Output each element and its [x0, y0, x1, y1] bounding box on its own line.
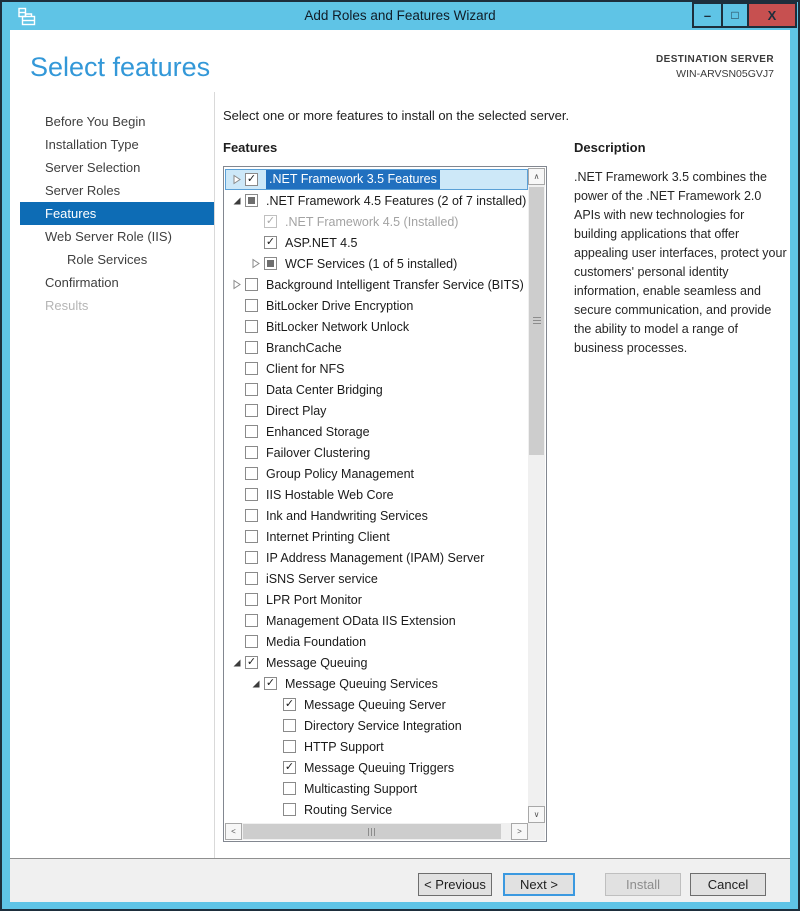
wizard-step-nav [10, 110, 214, 317]
tree-item[interactable] [225, 526, 528, 547]
tree-item-label: Data Center Bridging [266, 382, 383, 397]
sidebar-item-label: Confirmation [45, 275, 119, 290]
checkbox[interactable] [245, 362, 258, 375]
sidebar-divider [214, 92, 215, 858]
sidebar-item-confirmation[interactable] [20, 271, 214, 294]
tree-item[interactable] [225, 715, 528, 736]
tree-item[interactable] [225, 232, 528, 253]
checkbox[interactable] [245, 509, 258, 522]
expand-icon[interactable] [229, 174, 245, 185]
close-button[interactable] [747, 2, 797, 28]
tree-item-label: Media Foundation [266, 634, 367, 649]
checkbox[interactable] [283, 719, 296, 732]
tree-item[interactable] [225, 379, 528, 400]
sidebar-item-web-server-role-iis-[interactable] [20, 225, 214, 248]
tree-item-label: Internet Printing Client [266, 529, 390, 544]
checkbox[interactable]: ✓ [284, 698, 295, 710]
window-title: Add Roles and Features Wizard [304, 8, 496, 23]
tree-item[interactable] [225, 358, 528, 379]
tree-item[interactable] [225, 295, 528, 316]
scrollbar-corner [528, 823, 545, 840]
cancel-button[interactable]: Cancel [690, 873, 766, 896]
destination-server-name: WIN-ARVSN05GVJ7 [676, 68, 774, 80]
checkbox[interactable] [245, 488, 258, 501]
checkbox[interactable] [245, 530, 258, 543]
chevron-up-icon: ∧ [533, 171, 540, 181]
scroll-up-button[interactable] [528, 168, 545, 185]
scroll-right-button[interactable] [511, 823, 528, 840]
sidebar-item-label: Server Selection [45, 160, 141, 175]
checkbox[interactable] [245, 278, 258, 291]
tree-item-label: .NET Framework 3.5 Features [266, 170, 440, 189]
tree-item-label: ASP.NET 4.5 [285, 235, 358, 250]
checkbox[interactable] [245, 593, 258, 606]
titlebar [2, 2, 798, 30]
checkbox[interactable] [245, 635, 258, 648]
sidebar-item-results[interactable] [20, 294, 214, 317]
tree-item-label: Directory Service Integration [304, 718, 462, 733]
expand-icon[interactable] [248, 258, 264, 269]
tree-item[interactable] [225, 757, 528, 778]
close-icon: X [767, 7, 777, 23]
sidebar-item-label: Server Roles [45, 183, 121, 198]
chevron-right-icon: > [517, 826, 522, 836]
checkbox[interactable]: ✓ [246, 656, 257, 668]
checkbox[interactable] [245, 572, 258, 585]
checkbox[interactable]: ✓ [265, 677, 276, 689]
tree-item-label: LPR Port Monitor [266, 592, 362, 607]
tree-item[interactable] [225, 484, 528, 505]
tree-item[interactable] [225, 589, 528, 610]
checkbox[interactable]: ✓ [265, 215, 276, 227]
tree-item-label: IP Address Management (IPAM) Server [266, 550, 485, 565]
minimize-button[interactable] [692, 2, 723, 28]
horizontal-scrollbar[interactable] [225, 823, 528, 840]
tree-item[interactable] [225, 316, 528, 337]
sidebar-item-label: Features [45, 206, 97, 221]
sidebar-item-role-services[interactable] [20, 248, 214, 271]
checkbox[interactable] [245, 341, 258, 354]
chevron-down-icon: ∨ [533, 809, 540, 819]
tree-item-label: Message Queuing Triggers [304, 760, 455, 775]
checkbox[interactable] [283, 803, 296, 816]
destination-server-label: DESTINATION SERVER [656, 54, 774, 65]
minimize-icon: – [703, 7, 712, 23]
tree-item-label: Ink and Handwriting Services [266, 508, 428, 523]
checkbox[interactable] [245, 299, 258, 312]
description-heading: Description [574, 140, 646, 155]
tree-item[interactable] [225, 211, 528, 232]
tree-item-label: Client for NFS [266, 361, 345, 376]
checkbox[interactable]: ✓ [284, 761, 295, 773]
features-tree-caption: Features [223, 140, 278, 155]
tree-item-label: Message Queuing Server [304, 697, 446, 712]
chevron-left-icon: < [231, 826, 236, 836]
tree-item-label: BranchCache [266, 340, 342, 355]
install-button[interactable]: Install [605, 873, 681, 896]
tree-item-label: WCF Services (1 of 5 installed) [285, 256, 458, 271]
tree-item-label: Message Queuing Services [285, 676, 438, 691]
collapse-icon[interactable] [248, 678, 264, 689]
tree-item[interactable] [225, 547, 528, 568]
scroll-down-button[interactable] [528, 806, 545, 823]
window-controls [694, 2, 797, 28]
tree-item[interactable] [225, 778, 528, 799]
tree-item-label: .NET Framework 4.5 (Installed) [285, 214, 459, 229]
wizard-footer [10, 858, 790, 902]
checkbox[interactable]: ✓ [265, 236, 276, 248]
checkbox[interactable] [245, 614, 258, 627]
page-title: Select features [30, 52, 211, 82]
previous-button[interactable]: < Previous [418, 873, 492, 896]
tree-item-label: Direct Play [266, 403, 327, 418]
tree-item[interactable] [225, 652, 528, 673]
tree-item[interactable] [225, 505, 528, 526]
checkbox[interactable] [245, 320, 258, 333]
checkbox[interactable] [283, 782, 296, 795]
tree-item[interactable] [225, 463, 528, 484]
sidebar-item-features[interactable] [20, 202, 214, 225]
tree-item-label: BitLocker Drive Encryption [266, 298, 414, 313]
checkbox[interactable] [245, 425, 258, 438]
tree-item-label: HTTP Support [304, 739, 384, 754]
checkbox[interactable] [245, 446, 258, 459]
tree-item[interactable] [225, 694, 528, 715]
wizard-body [10, 30, 790, 858]
tree-item-label: Enhanced Storage [266, 424, 370, 439]
tree-item-label: iSNS Server service [266, 571, 378, 586]
sidebar-item-label: Installation Type [45, 137, 139, 152]
tree-item[interactable] [225, 736, 528, 757]
sidebar-item-before-you-begin[interactable] [20, 110, 214, 133]
checkbox[interactable] [245, 551, 258, 564]
sidebar-item-label: Before You Begin [45, 114, 146, 129]
tree-item[interactable] [225, 631, 528, 652]
description-text: .NET Framework 3.5 combines the power of the .NET Framework 2.0 APIs with new technologies for building applications that offer appealing user interfaces, protect your customers' personal identity information, enable seamless and secure communication, and provide the ability to model a range of business processes. [574, 170, 787, 355]
tree-item-label: BitLocker Network Unlock [266, 319, 410, 334]
tree-item[interactable] [225, 337, 528, 358]
tree-item-label: Management OData IIS Extension [266, 613, 456, 628]
checkbox[interactable]: ✓ [246, 173, 257, 185]
tree-item[interactable] [225, 169, 528, 190]
description-panel [574, 140, 788, 358]
checkbox[interactable] [283, 740, 296, 753]
tree-item-label: Routing Service [304, 802, 393, 817]
tree-item[interactable] [225, 253, 528, 274]
sidebar-item-label: Role Services [67, 252, 148, 267]
tree-item-label: Background Intelligent Transfer Service (BITS) [266, 277, 524, 292]
vertical-scrollbar[interactable] [528, 168, 545, 823]
features-tree [223, 166, 547, 842]
horizontal-scrollbar-thumb[interactable] [243, 824, 501, 839]
checkbox[interactable] [245, 404, 258, 417]
tree-item[interactable] [225, 442, 528, 463]
instruction-text: Select one or more features to install on the selected server. [223, 108, 570, 123]
tree-item-label: .NET Framework 4.5 Features (2 of 7 installed) [266, 193, 527, 208]
tree-item[interactable] [225, 568, 528, 589]
collapse-icon[interactable] [229, 657, 245, 668]
sidebar-item-server-roles[interactable] [20, 179, 214, 202]
sidebar-item-installation-type[interactable] [20, 133, 214, 156]
tree-item[interactable] [225, 274, 528, 295]
maximize-icon: □ [731, 8, 739, 22]
tree-item-label: Group Policy Management [266, 466, 414, 481]
checkbox[interactable] [245, 194, 258, 207]
tree-item[interactable] [225, 400, 528, 421]
sidebar-item-server-selection[interactable] [20, 156, 214, 179]
sidebar-item-label: Results [45, 298, 89, 313]
expand-icon[interactable] [229, 279, 245, 290]
tree-item-label: Multicasting Support [304, 781, 418, 796]
tree-item[interactable] [225, 610, 528, 631]
sidebar-item-label: Web Server Role (IIS) [45, 229, 172, 244]
tree-item[interactable] [225, 673, 528, 694]
tree-item-label: Failover Clustering [266, 445, 371, 460]
vertical-scrollbar-thumb[interactable] [529, 187, 544, 455]
next-button[interactable]: Next > [503, 873, 575, 896]
tree-item[interactable] [225, 421, 528, 442]
features-tree-rows [225, 169, 528, 823]
destination-server-block [656, 54, 774, 80]
checkbox[interactable] [264, 257, 277, 270]
collapse-icon[interactable] [229, 195, 245, 206]
tree-item[interactable] [225, 190, 528, 211]
tree-item[interactable] [225, 799, 528, 820]
maximize-button[interactable] [721, 2, 749, 28]
checkbox[interactable] [245, 467, 258, 480]
scroll-left-button[interactable] [225, 823, 242, 840]
tree-item-label: Message Queuing [266, 655, 368, 670]
checkbox[interactable] [245, 383, 258, 396]
tree-item-label: IIS Hostable Web Core [266, 487, 394, 502]
